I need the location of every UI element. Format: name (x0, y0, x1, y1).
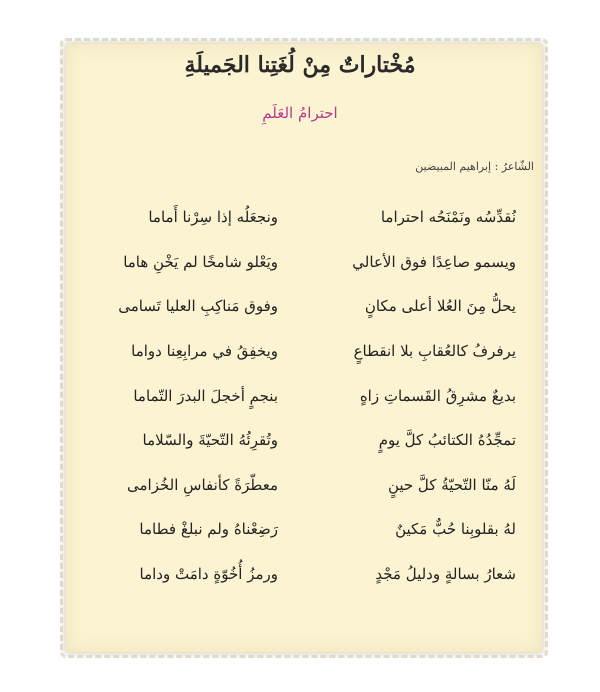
verse-first-hemistich: تمجِّدُهُ الكتائبُ كلَّ يومٍ (378, 431, 516, 450)
verse-line (96, 463, 516, 508)
verse-second-hemistich: رَضِعْناهُ ولم نبلغْ فطاما (139, 520, 278, 539)
verse-line (96, 373, 516, 418)
verse-second-hemistich: ويَعْلو شامخًا لم يَخْنِ هاما (123, 252, 278, 271)
verse-line (96, 507, 516, 552)
verse-second-hemistich: وتُقرِئُهُ التّحيّةَ والسّلاما (142, 431, 278, 450)
verse-first-hemistich: لهُ بقلوبِنا حُبٌّ مَكينٌ (395, 520, 516, 539)
verse-first-hemistich: شعارُ بسالةٍ ودليلُ مَجْدٍ (375, 565, 516, 584)
verse-line (96, 240, 516, 285)
verse-line (96, 284, 516, 329)
verse-second-hemistich: بنجمٍ أخجلَ البدرَ التّماما (133, 386, 278, 405)
verse-first-hemistich: لَهُ منّا التّحيّةُ كلَّ حينٍ (387, 475, 516, 494)
poet-name: الشّاعرُ : إبراهيم المبيضين (415, 160, 534, 173)
verse-first-hemistich: ويسمو صاعِدًا فوق الأعالي (352, 252, 516, 271)
verse-line (96, 195, 516, 240)
verse-second-hemistich: معطّرَةً كأنفاسِ الخُزامى (126, 475, 278, 494)
verse-second-hemistich: ورمزُ أُخُوّةٍ دامَتْ وداما (139, 565, 278, 584)
verse-second-hemistich: وفوق مَناكِبِ العليا تَسامى (118, 297, 278, 316)
verse-second-hemistich: ويخفِقُ في مرابِعِنا دواما (131, 342, 278, 361)
poem-title: احترامُ العَلَمِ (262, 104, 338, 122)
verse-first-hemistich: يرفرفُ كالعُقابِ بلا انقطاعٍ (353, 342, 516, 361)
verse-first-hemistich: يحلُّ مِنَ العُلا أعلى مكانٍ (364, 297, 516, 316)
page-title: مُخْتاراتٌ مِنْ لُغَتِنا الجَميلَةِ (184, 52, 416, 78)
verse-second-hemistich: ونجعَلُه إذا سِرْنا أَماما (148, 208, 278, 227)
verse-first-hemistich: بديعٌ مشرِقُ القَسماتِ زاهٍ (359, 386, 516, 405)
poem-verses (96, 195, 516, 596)
verse-first-hemistich: نُقدِّسُه ونَمْنَحُه احتراما (380, 208, 516, 227)
verse-line (96, 329, 516, 374)
verse-line (96, 552, 516, 597)
verse-line (96, 418, 516, 463)
